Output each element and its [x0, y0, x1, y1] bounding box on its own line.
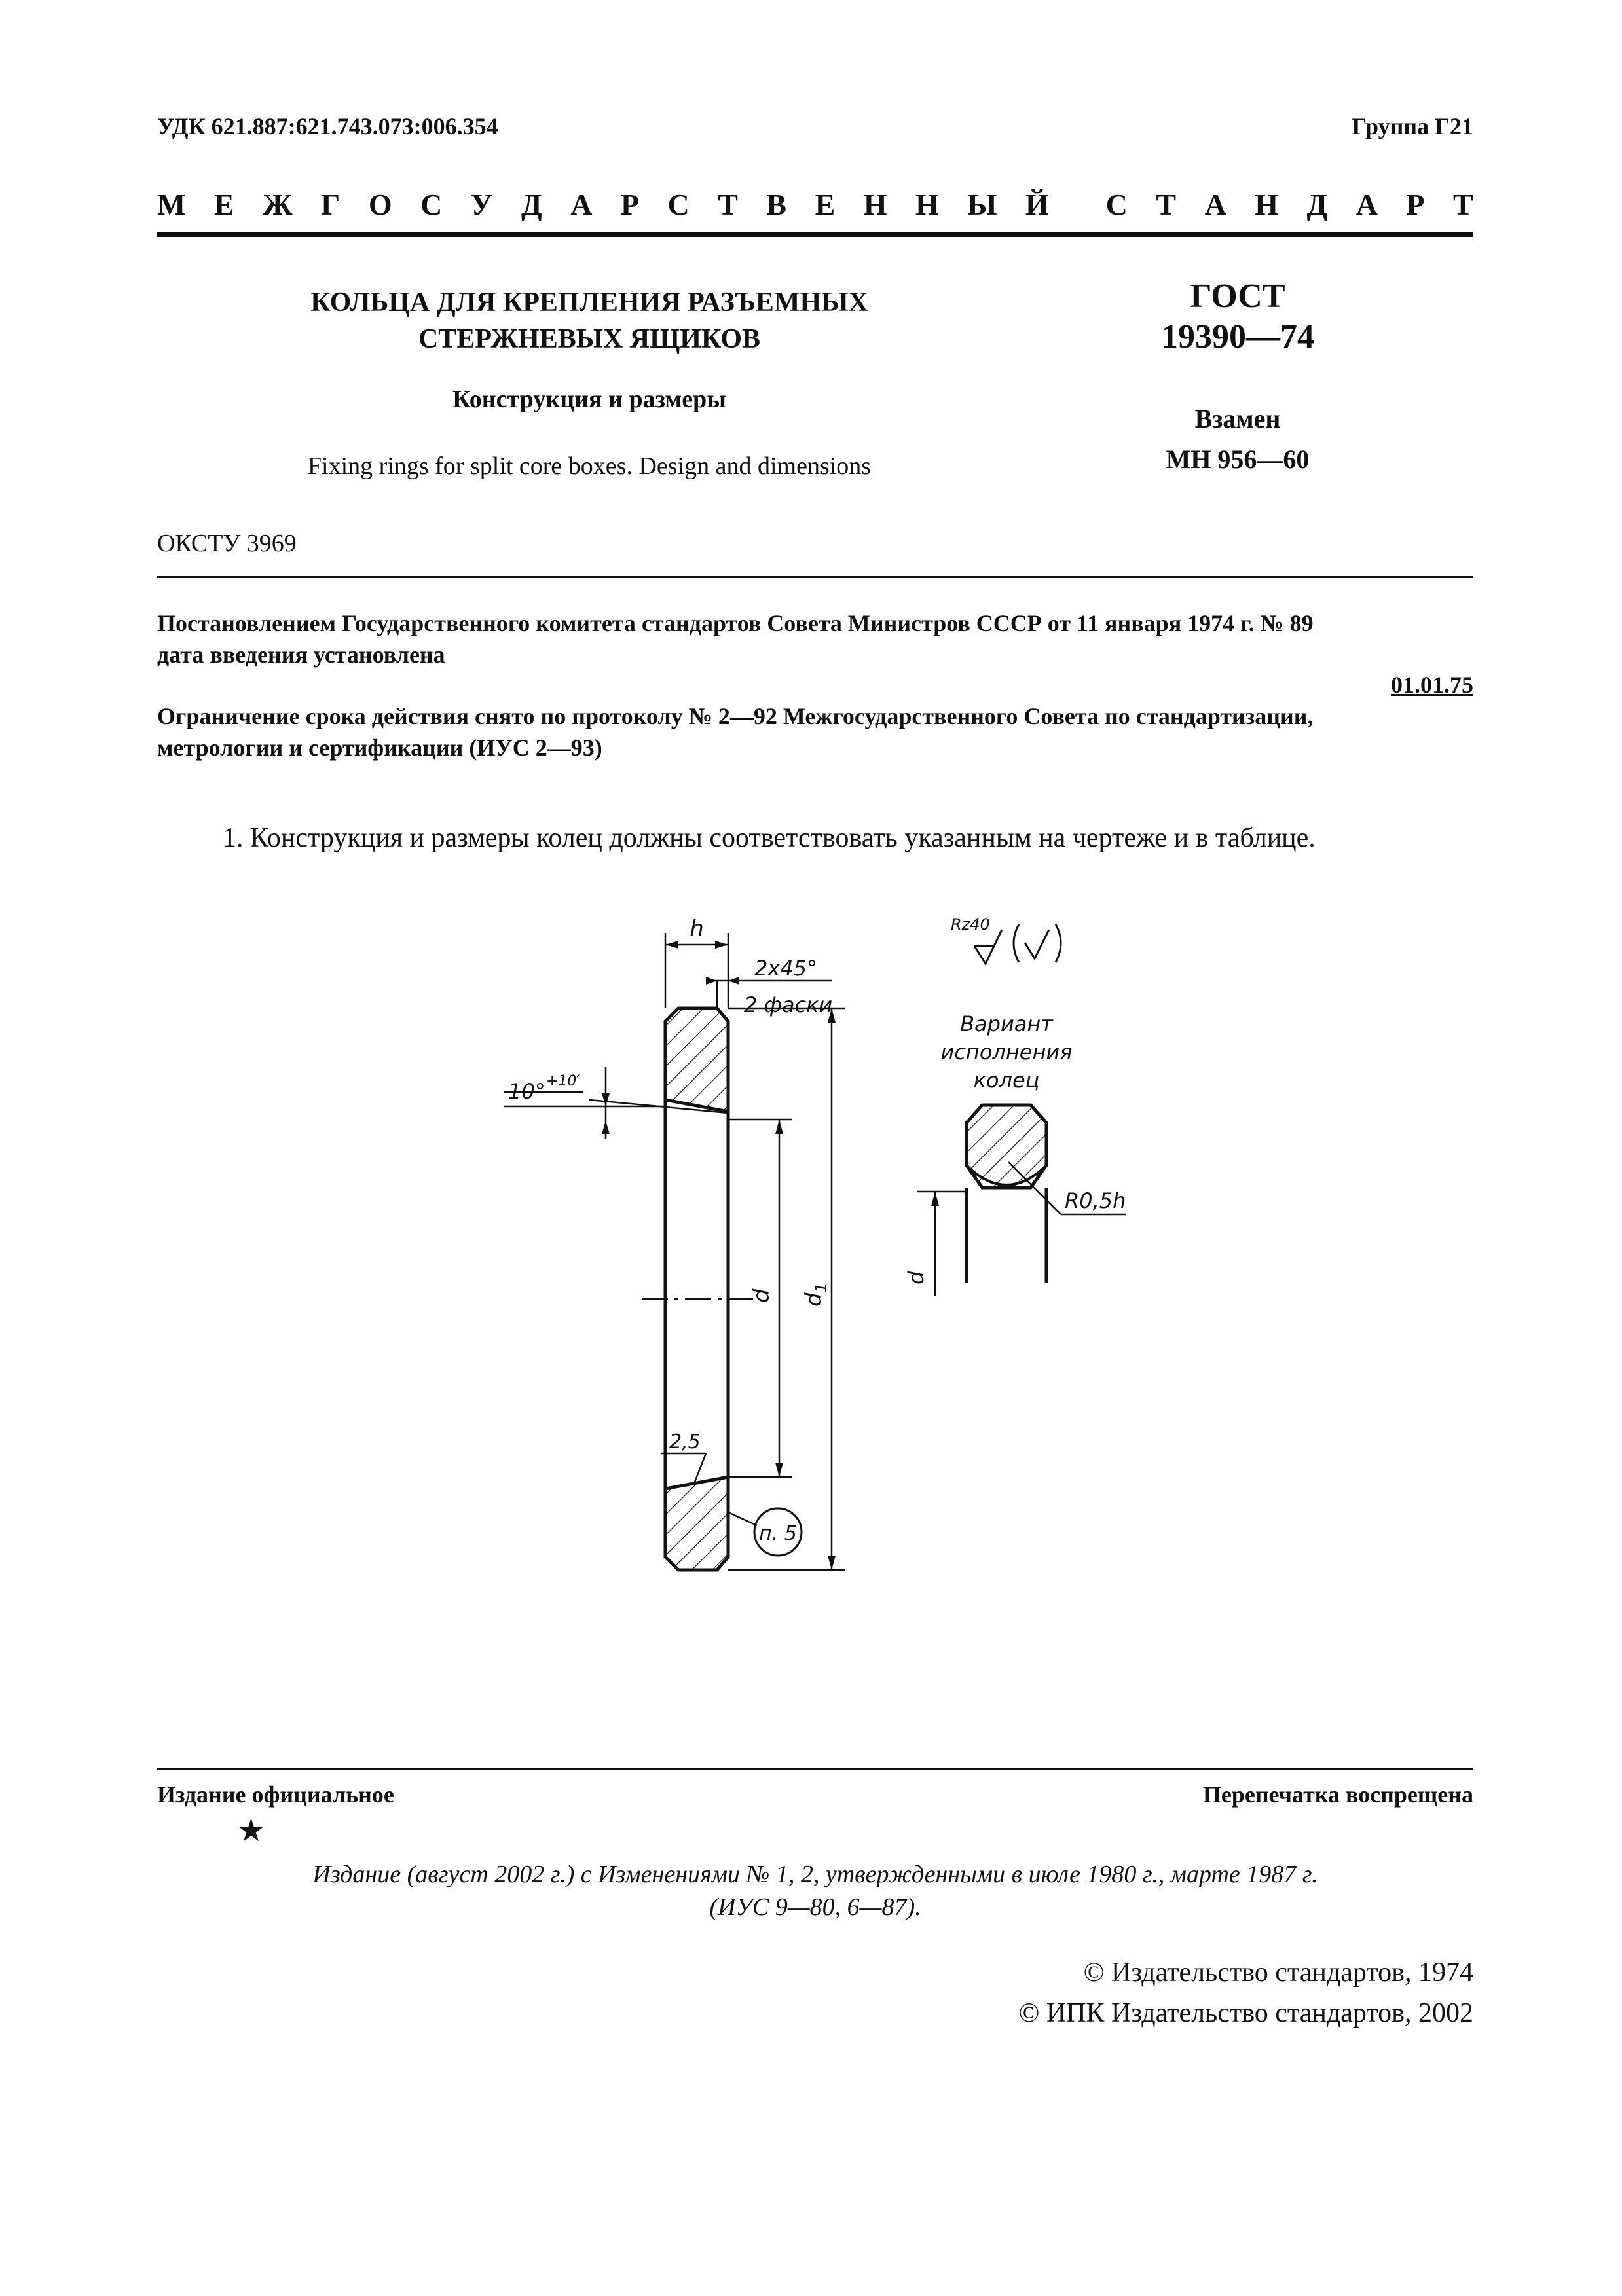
decree-line-1: Постановлением Государственного комитета стандартов Совета Министров СССР от 11 января 1974 г. № 89: [157, 610, 1314, 636]
banner-letter: Н: [1255, 188, 1279, 221]
label-h: h: [690, 916, 704, 942]
banner-letter: А: [1355, 188, 1378, 221]
ring-section-top: [665, 1008, 728, 1112]
banner-letter: Д: [521, 188, 542, 221]
section-rule: [157, 576, 1473, 578]
banner-letter: М: [157, 188, 186, 221]
banner-letter: Р: [620, 188, 640, 221]
banner-letter: С: [420, 188, 443, 221]
banner-letter: Ж: [263, 188, 293, 221]
label-d1: $d_1$: [801, 1283, 830, 1307]
footer-rule: [157, 1768, 1473, 1770]
banner-letter: Н: [863, 188, 887, 221]
document-title: [196, 284, 982, 357]
clause-1: 1. Конструкция и размеры колец должны соответствовать указанным на чертеже и в таблице.: [223, 823, 1316, 853]
label-chamfer: 2x45°: [754, 956, 818, 981]
copyright-1974: © Издательство стандартов, 1974: [1083, 1958, 1473, 1988]
label-variant-d: d: [904, 1271, 929, 1285]
okstu-code: ОКСТУ 3969: [157, 530, 297, 557]
banner-letter: Е: [815, 188, 836, 221]
banner-letter: Е: [213, 188, 234, 221]
banner-letter: Д: [1306, 188, 1328, 221]
replaces-standard: МН 956—60: [1166, 445, 1310, 474]
banner-letter: Н: [915, 188, 939, 221]
variant-line-3: колец: [973, 1068, 1040, 1093]
label-angle: 10°: [508, 1079, 545, 1104]
decree-line-2: дата введения установлена: [157, 642, 445, 668]
banner-letter: О: [368, 188, 392, 221]
banner-letter: С: [1105, 188, 1128, 221]
variant-line-2: исполнения: [940, 1040, 1073, 1065]
gost-number: 19390—74: [1161, 318, 1314, 355]
banner-letter: Г: [321, 188, 341, 221]
reprint-prohibited: Перепечатка воспрещена: [1202, 1781, 1473, 1808]
label-radius: R0,5h: [1065, 1188, 1126, 1213]
edition-line-1: Издание (август 2002 г.) с Изменениями № 1, 2, утвержденными в июле 1980 г., марте 1987 г.: [312, 1861, 1318, 1888]
gost-designation: [1107, 276, 1369, 357]
effective-date: 01.01.75: [1391, 672, 1473, 698]
label-d: d: [748, 1288, 775, 1303]
banner-letter: Й: [1025, 188, 1049, 221]
ring-section-bottom: [665, 1477, 728, 1570]
ring-drawing: [485, 897, 1179, 1591]
udk-code: УДК 621.887:621.743.073:006.354: [157, 113, 498, 139]
banner-letter: С: [667, 188, 690, 221]
title-line-1: КОЛЬЦА ДЛЯ КРЕПЛЕНИЯ РАЗЪЕМНЫХ: [310, 287, 868, 318]
standard-banner: [157, 187, 1473, 222]
banner-letter: Т: [718, 188, 738, 221]
label-2-5: 2,5: [669, 1430, 701, 1453]
banner-letter: В: [766, 188, 787, 221]
banner-letter: Ы: [967, 188, 997, 221]
limit-line-2: метрологии и сертификации (ИУС 2—93): [157, 735, 602, 761]
group-code: Группа Г21: [1352, 113, 1473, 139]
top-rule: [157, 232, 1473, 237]
star-icon: ★: [237, 1813, 266, 1848]
edition-line-2: (ИУС 9—80, 6—87).: [709, 1893, 921, 1921]
banner-letter: У: [470, 188, 493, 221]
document-subtitle: Конструкция и размеры: [452, 386, 726, 413]
banner-letter: А: [570, 188, 593, 221]
banner-letter: Т: [1156, 188, 1177, 221]
title-line-2: СТЕРЖНЕВЫХ ЯЩИКОВ: [418, 324, 761, 354]
gost-label: ГОСТ: [1190, 278, 1285, 315]
replaces-label: Взамен: [1194, 404, 1281, 433]
label-note-ref: п. 5: [759, 1522, 797, 1545]
banner-letter: Р: [1406, 188, 1425, 221]
banner-letter: А: [1204, 188, 1226, 221]
label-angle-tolerance: +10′: [546, 1073, 580, 1089]
copyright: [1018, 1952, 1473, 2033]
variant-line-1: Вариант: [960, 1011, 1053, 1036]
limit-line-1: Ограничение срока действия снято по протоколу № 2—92 Межгосударственного Совета по стандартизации,: [157, 703, 1314, 729]
official-edition: Издание официальное: [157, 1781, 394, 1808]
english-title: Fixing rings for split core boxes. Design and dimensions: [307, 452, 872, 480]
label-roughness: Rz40: [951, 915, 990, 934]
copyright-2002: © ИПК Издательство стандартов, 2002: [1018, 1998, 1473, 2028]
edition-note: [157, 1858, 1473, 1923]
banner-letter: Т: [1453, 188, 1473, 221]
label-chamfer-note: 2 фаски: [744, 993, 833, 1017]
